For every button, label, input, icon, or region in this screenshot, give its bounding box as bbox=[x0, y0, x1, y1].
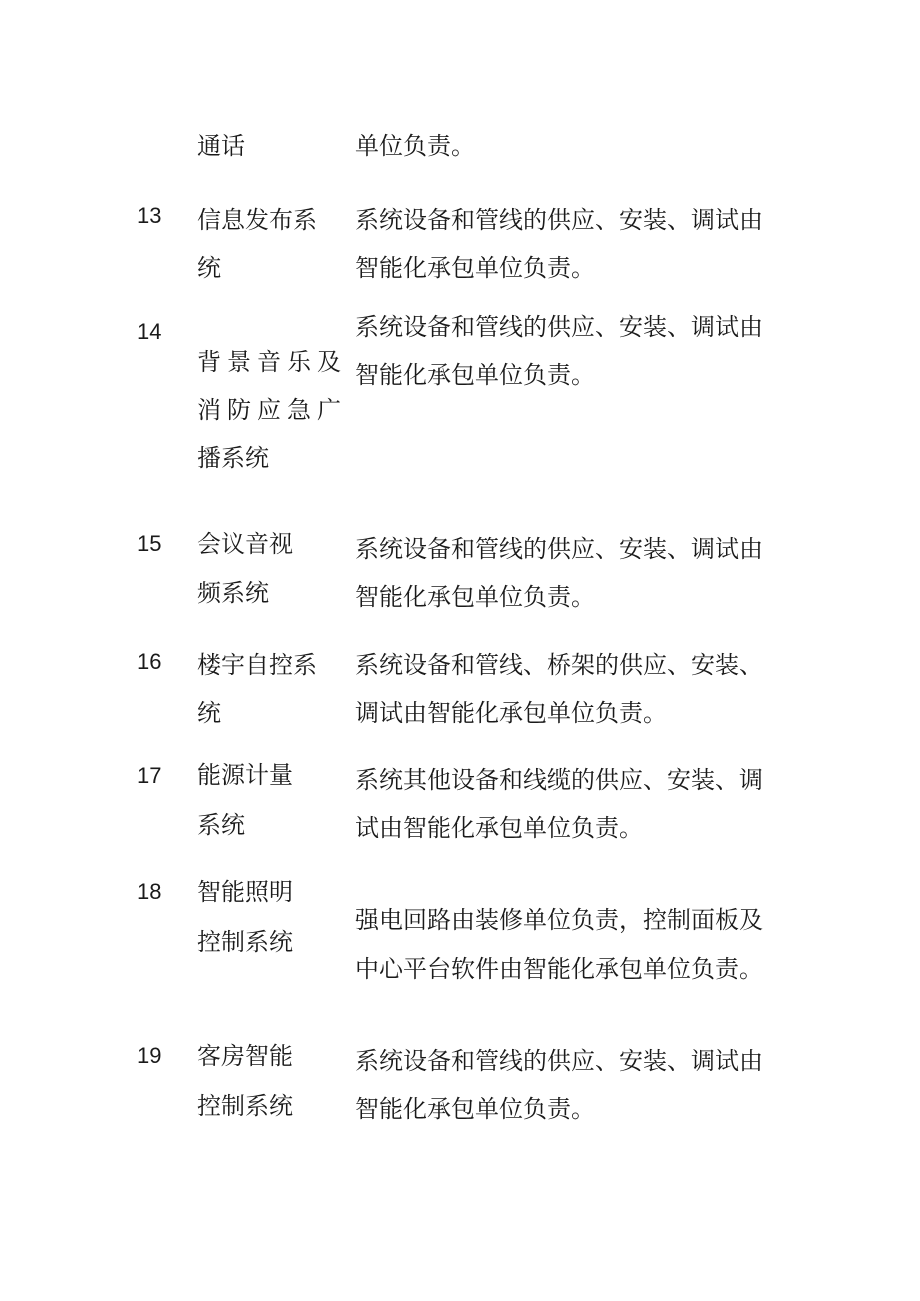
system-name-line: 消防应急广 bbox=[197, 396, 347, 424]
responsibility-line: 智能化承包单位负责。 bbox=[355, 361, 595, 389]
system-name-line: 控制系统 bbox=[197, 1092, 293, 1120]
responsibility-line: 单位负责。 bbox=[355, 132, 475, 160]
system-name-line: 背景音乐及 bbox=[197, 348, 347, 376]
responsibility-line: 系统设备和管线的供应、安装、调试由 bbox=[355, 313, 763, 341]
system-name-line: 客房智能 bbox=[197, 1042, 293, 1070]
responsibility-line: 强电回路由装修单位负责，控制面板及 bbox=[355, 906, 763, 934]
row-number: 16 bbox=[137, 649, 162, 674]
responsibility-line: 系统设备和管线、桥架的供应、安装、 bbox=[355, 651, 763, 679]
responsibility-line: 智能化承包单位负责。 bbox=[355, 583, 595, 611]
responsibility-line: 中心平台软件由智能化承包单位负责。 bbox=[355, 955, 763, 983]
system-name-line: 统 bbox=[197, 699, 221, 727]
responsibility-line: 调试由智能化承包单位负责。 bbox=[355, 699, 667, 727]
responsibility-line: 试由智能化承包单位负责。 bbox=[355, 814, 643, 842]
row-number: 18 bbox=[137, 879, 162, 904]
system-name-line: 楼宇自控系 bbox=[197, 651, 317, 679]
system-name-line: 统 bbox=[197, 254, 221, 282]
responsibility-line: 系统设备和管线的供应、安装、调试由 bbox=[355, 535, 763, 563]
responsibility-line: 系统其他设备和线缆的供应、安装、调 bbox=[355, 766, 763, 794]
system-name-line: 会议音视 bbox=[197, 530, 293, 558]
row-number: 19 bbox=[137, 1043, 162, 1068]
responsibility-line: 智能化承包单位负责。 bbox=[355, 1095, 595, 1123]
row-number: 14 bbox=[137, 319, 162, 344]
system-name-line: 频系统 bbox=[197, 579, 269, 607]
responsibility-line: 系统设备和管线的供应、安装、调试由 bbox=[355, 206, 763, 234]
row-number: 15 bbox=[137, 531, 162, 556]
system-name-line: 播系统 bbox=[197, 444, 269, 472]
system-name-line: 控制系统 bbox=[197, 928, 293, 956]
row-number: 17 bbox=[137, 763, 162, 788]
responsibility-line: 系统设备和管线的供应、安装、调试由 bbox=[355, 1047, 763, 1075]
system-name-line: 能源计量 bbox=[197, 761, 293, 789]
system-name-line: 信息发布系 bbox=[197, 206, 317, 234]
row-number: 13 bbox=[137, 203, 162, 228]
system-name-line: 智能照明 bbox=[197, 878, 293, 906]
system-name-line: 通话 bbox=[197, 132, 245, 160]
system-name-line: 系统 bbox=[197, 811, 245, 839]
responsibility-line: 智能化承包单位负责。 bbox=[355, 254, 595, 282]
